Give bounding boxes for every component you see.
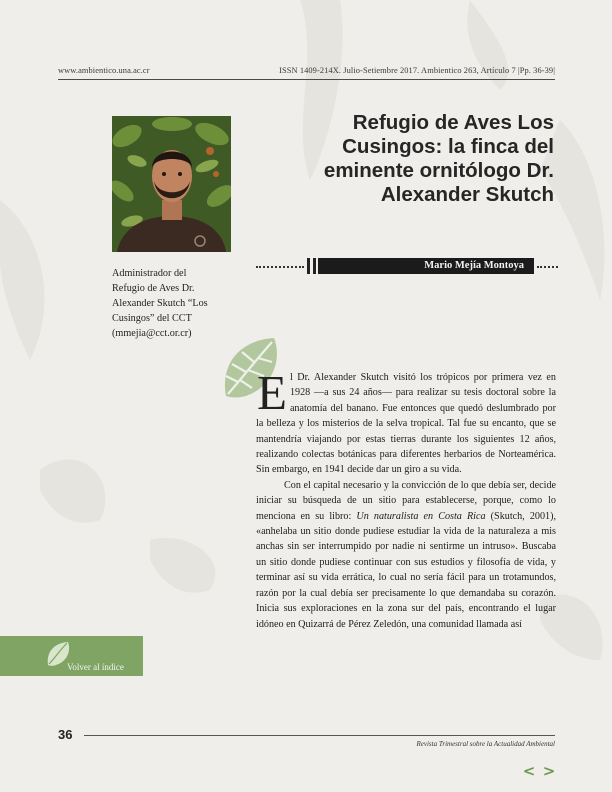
paragraph-2: Con el capital necesario y la convicción de lo que debía ser, decide iniciar su búsqueda de un sitio para establecerse, porque, como lo menciona en su libro: Un naturalista en Costa Rica (Skutch, 2001), «anhelaba un sitio donde pudiese estudiar la vida de la naturaleza a mis anchas sin ser interrumpido por nadie ni sentirme un intruso». Buscaba un sitio donde pudiese continuar con sus estudios y filosofía de vida, y terminar así su vida errática, lo cual no sería fácil para un trotamundos, razón por la cual debía ser precisamente lo que demandaba su corazón. Inicia sus exploraciones en la zona sur del país, encontrando el lugar idóneo en Quizarrá de Pérez Zeledón, una comunidad llamada así	[256, 479, 557, 630]
drop-cap: E	[257, 365, 287, 420]
article-title: Refugio de Aves Los Cusingos: la finca del eminente ornitólogo Dr. Alexander Skutch	[323, 111, 554, 206]
footer-divider	[84, 735, 555, 736]
page-navigation	[520, 761, 560, 781]
website-url: www.ambientico.una.ac.cr	[58, 66, 150, 75]
book-title: Un naturalista en Costa Rica	[356, 510, 486, 522]
previous-page-button[interactable]: <	[522, 762, 536, 780]
author-bio: Administrador del Refugio de Aves Dr. Alexander Skutch “Los Cusingos” del CCT (mmejia@cct.or.cr)	[112, 266, 242, 341]
author-photo	[112, 116, 231, 252]
running-header	[58, 66, 555, 78]
back-to-index-button[interactable]	[0, 636, 143, 676]
article-body	[256, 365, 557, 632]
page-number: 36	[58, 727, 73, 742]
dotted-leader-right	[537, 266, 558, 268]
journal-name: Revista Trimestral sobre la Actualidad Ambiental	[416, 740, 555, 748]
author-name: Mario Mejía Montoya	[318, 258, 534, 274]
issn-citation: ISSN 1409-214X. Julio-Setiembre 2017. Ambientico 263, Artículo 7 |Pp. 36-39|	[279, 66, 555, 75]
author-byline	[256, 256, 558, 276]
author-email: (mmejia@cct.or.cr)	[112, 328, 192, 339]
dotted-leader-left	[256, 266, 304, 268]
paragraph-1: El Dr. Alexander Skutch visitó los trópicos por primera vez en 1928 —a sus 24 años— para realizar su tesis doctoral sobre la anatomía del banano. Fue entonces que quedó deslumbrado por la belleza y los misterios de la selva tropical. Tal fue su encanto, que se mantendría viajando por estas tierras durante los siguientes 12 años, realizando colectas botánicas para diferentes herbarios de Norteamérica. Sin embargo, en 1941 decide dar un giro a su vida.	[256, 365, 556, 476]
next-page-button[interactable]: >	[542, 762, 556, 780]
back-to-index-label[interactable]: Volver al índice	[67, 662, 124, 672]
header-divider	[58, 79, 555, 80]
